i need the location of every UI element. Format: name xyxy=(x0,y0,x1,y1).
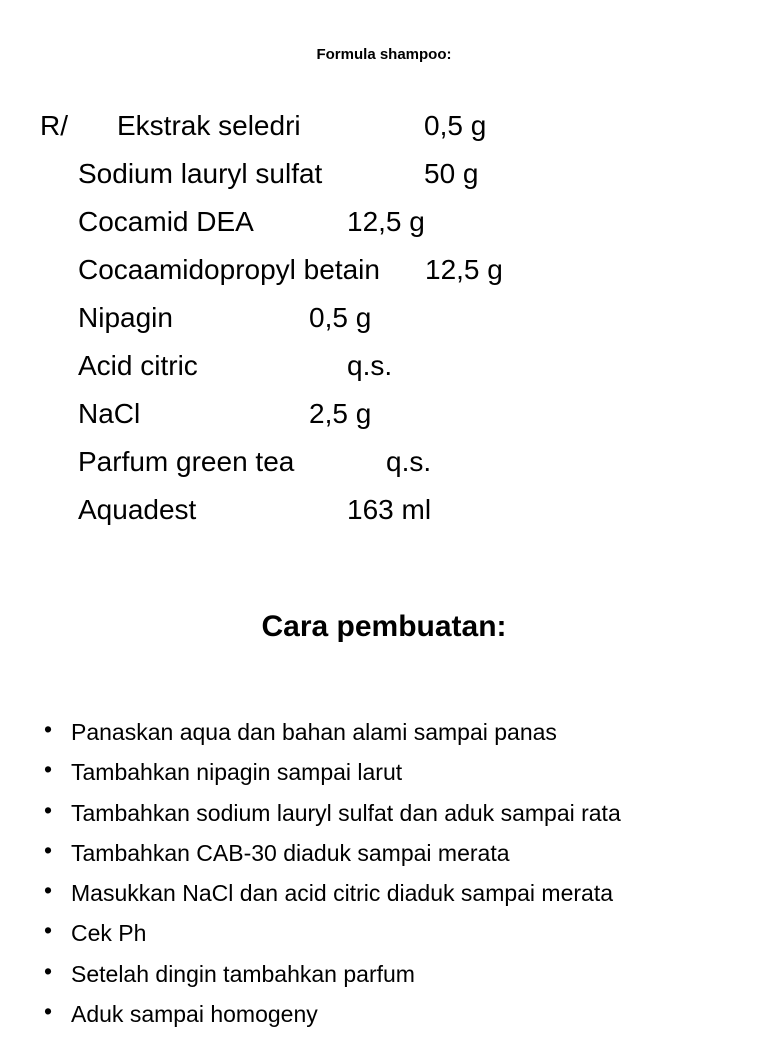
ingredient-name: Aquadest xyxy=(78,494,197,525)
list-item xyxy=(0,877,768,917)
bullet-icon: • xyxy=(44,998,53,1025)
ingredient-name: Acid citric xyxy=(78,350,198,381)
ingredient-amount: 0,5 g xyxy=(424,110,487,141)
ingredient-amount: 0,5 g xyxy=(309,302,372,333)
list-item xyxy=(0,917,768,957)
ingredient-amount: 50 g xyxy=(424,158,479,189)
formula-row xyxy=(0,302,768,342)
bullet-icon: • xyxy=(44,796,53,823)
formula-row xyxy=(0,158,768,198)
ingredient-name: Ekstrak seledri xyxy=(117,110,301,141)
bullet-icon: • xyxy=(44,917,53,944)
list-item xyxy=(0,998,768,1038)
ingredient-amount: 2,5 g xyxy=(309,398,372,429)
formula-row xyxy=(0,110,768,150)
list-item xyxy=(0,756,768,796)
bullet-icon: • xyxy=(44,877,53,904)
list-item xyxy=(0,797,768,837)
ingredient-amount: 12,5 g xyxy=(425,254,503,285)
ingredient-amount: q.s. xyxy=(347,350,393,381)
step-text: Cek Ph xyxy=(71,920,147,947)
ingredient-amount: q.s. xyxy=(386,446,432,477)
formula-row xyxy=(0,494,768,534)
bullet-icon: • xyxy=(44,836,53,863)
step-text: Tambahkan nipagin sampai larut xyxy=(71,759,403,786)
step-text: Tambahkan sodium lauryl sulfat dan aduk sampai rata xyxy=(71,799,621,826)
ingredient-amount: 163 ml xyxy=(347,494,432,525)
bullet-icon: • xyxy=(44,716,53,742)
ingredient-name: Sodium lauryl sulfat xyxy=(78,158,323,189)
ingredient-name: Cocamid DEA xyxy=(78,206,254,237)
bullet-icon: • xyxy=(44,957,53,984)
step-text: Masukkan NaCl dan acid citric diaduk sampai merata xyxy=(71,880,614,907)
recipe-prefix: R/ xyxy=(40,110,68,141)
step-text: Setelah dingin tambahkan parfum xyxy=(71,960,415,987)
formula-row xyxy=(0,398,768,438)
ingredient-name: Nipagin xyxy=(78,302,173,333)
formula-row xyxy=(0,254,768,294)
procedure-title: Cara pembuatan: xyxy=(261,610,507,643)
step-text: Aduk sampai homogeny xyxy=(71,1001,318,1028)
ingredient-name: Cocaamidopropyl betain xyxy=(78,254,380,285)
step-text: Panaskan aqua dan bahan alami sampai panas xyxy=(71,719,557,745)
step-text: Tambahkan CAB-30 diaduk sampai merata xyxy=(71,839,510,866)
ingredient-name: Parfum green tea xyxy=(78,446,295,477)
list-item xyxy=(0,716,768,756)
formula-row xyxy=(0,206,768,246)
list-item xyxy=(0,958,768,998)
formula-row xyxy=(0,446,768,486)
ingredient-amount: 12,5 g xyxy=(347,206,425,237)
ingredient-name: NaCl xyxy=(78,398,141,429)
list-item xyxy=(0,837,768,877)
bullet-icon: • xyxy=(44,756,53,783)
page-title: Formula shampoo: xyxy=(316,46,452,63)
procedure-steps xyxy=(0,716,768,1038)
formula-row xyxy=(0,350,768,390)
